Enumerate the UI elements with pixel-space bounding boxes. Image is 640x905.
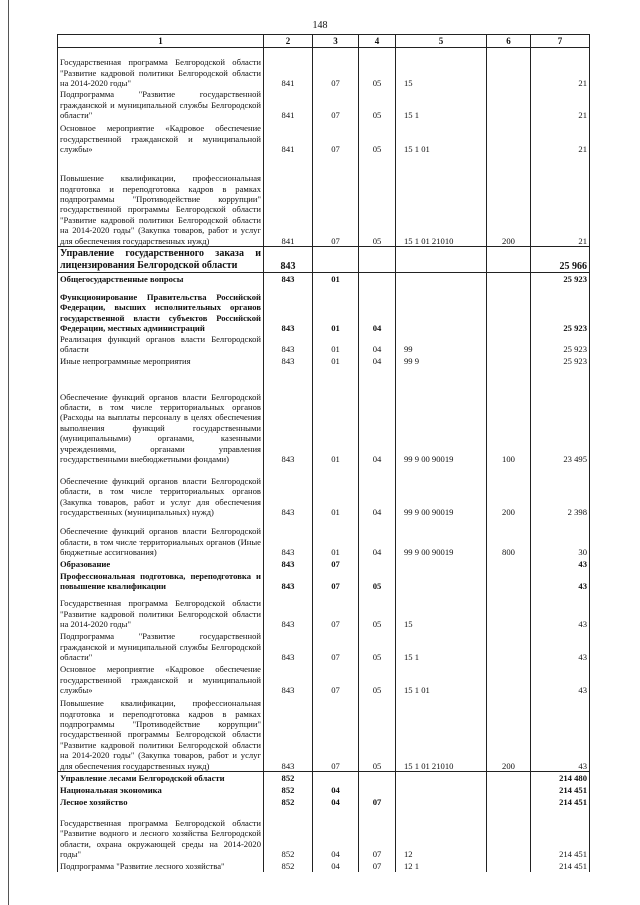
cell-c6: 100 <box>487 367 531 465</box>
table-row <box>58 155 590 247</box>
cell-c6 <box>487 860 531 872</box>
cell-c6 <box>487 247 531 273</box>
cell-c4: 05 <box>359 89 396 121</box>
cell-c5: 99 9 00 90019 <box>396 465 487 518</box>
cell-c6 <box>487 592 531 630</box>
cell-c5 <box>396 285 487 334</box>
cell-c3: 04 <box>313 860 359 872</box>
cell-c3: 07 <box>313 696 359 772</box>
table-row <box>58 121 590 155</box>
cell-c4 <box>359 558 396 570</box>
table-row <box>58 630 590 663</box>
cell-c4: 04 <box>359 334 396 355</box>
cell-c5: 99 9 00 90019 <box>396 367 487 465</box>
row-description: Государственная программа Белгородской области "Развитие кадровой политики Белгородской области на 2014-2020 годы" <box>58 592 264 630</box>
row-description: Подпрограмма "Развитие государственной гражданской и муниципальной службы Белгородской области" <box>58 89 264 121</box>
row-description: Общегосударственные вопросы <box>58 273 264 285</box>
cell-c4: 05 <box>359 48 396 89</box>
cell-c7: 214 451 <box>531 784 590 796</box>
cell-c6 <box>487 355 531 367</box>
table-row <box>58 772 590 784</box>
row-description: Национальная экономика <box>58 784 264 796</box>
row-description: Функционирование Правительства Российской Федерации, высших исполнительных органов государственной власти субъектов Российской Федерации, местных администраций <box>58 285 264 334</box>
cell-c6 <box>487 570 531 592</box>
cell-c2: 852 <box>264 784 313 796</box>
cell-c2: 841 <box>264 89 313 121</box>
cell-c6 <box>487 121 531 155</box>
cell-c7: 25 923 <box>531 273 590 285</box>
table-row <box>58 808 590 860</box>
cell-c3: 07 <box>313 663 359 696</box>
cell-c2: 843 <box>264 465 313 518</box>
header-col-4: 4 <box>359 35 396 48</box>
cell-c3: 04 <box>313 784 359 796</box>
table-row <box>58 334 590 355</box>
cell-c4: 05 <box>359 155 396 247</box>
cell-c5: 99 9 00 90019 <box>396 518 487 558</box>
cell-c7: 214 480 <box>531 772 590 784</box>
cell-c6 <box>487 285 531 334</box>
cell-c2: 843 <box>264 518 313 558</box>
table-row <box>58 558 590 570</box>
table-row <box>58 355 590 367</box>
cell-c5 <box>396 247 487 273</box>
row-description: Обеспечение функций органов власти Белгородской области, в том числе территориальных органов (Иные бюджетные ассигнования) <box>58 518 264 558</box>
cell-c7: 25 923 <box>531 355 590 367</box>
cell-c6 <box>487 772 531 784</box>
cell-c7: 21 <box>531 48 590 89</box>
table-row <box>58 592 590 630</box>
cell-c7: 214 451 <box>531 808 590 860</box>
cell-c4: 04 <box>359 355 396 367</box>
cell-c5 <box>396 772 487 784</box>
cell-c4 <box>359 273 396 285</box>
cell-c2: 843 <box>264 592 313 630</box>
table-row <box>58 570 590 592</box>
cell-c4 <box>359 772 396 784</box>
row-description: Подпрограмма "Развитие государственной гражданской и муниципальной службы Белгородской области" <box>58 630 264 663</box>
cell-c7: 214 451 <box>531 860 590 872</box>
cell-c6: 200 <box>487 465 531 518</box>
cell-c3: 01 <box>313 334 359 355</box>
cell-c3: 07 <box>313 630 359 663</box>
cell-c2: 843 <box>264 285 313 334</box>
table-row <box>58 247 590 273</box>
cell-c3: 07 <box>313 558 359 570</box>
cell-c3: 01 <box>313 518 359 558</box>
header-col-1: 1 <box>58 35 264 48</box>
cell-c2: 843 <box>264 247 313 273</box>
cell-c6 <box>487 663 531 696</box>
table-row <box>58 784 590 796</box>
cell-c7: 25 966 <box>531 247 590 273</box>
cell-c7: 43 <box>531 558 590 570</box>
cell-c2: 843 <box>264 570 313 592</box>
cell-c4: 05 <box>359 696 396 772</box>
row-description: Управление лесами Белгородской области <box>58 772 264 784</box>
cell-c6: 200 <box>487 696 531 772</box>
cell-c5: 15 1 01 <box>396 663 487 696</box>
cell-c4: 04 <box>359 367 396 465</box>
cell-c2: 843 <box>264 630 313 663</box>
cell-c5: 15 1 01 21010 <box>396 155 487 247</box>
page-margin-line <box>8 0 9 905</box>
row-description: Профессиональная подготовка, переподготовка и повышение квалификации <box>58 570 264 592</box>
cell-c4: 05 <box>359 630 396 663</box>
cell-c6: 800 <box>487 518 531 558</box>
row-description: Основное мероприятие «Кадровое обеспечение государственной гражданской и муниципальной службы» <box>58 663 264 696</box>
table-row <box>58 465 590 518</box>
cell-c4: 05 <box>359 570 396 592</box>
cell-c3: 07 <box>313 592 359 630</box>
header-col-7: 7 <box>531 35 590 48</box>
budget-table <box>57 34 590 872</box>
cell-c6 <box>487 273 531 285</box>
cell-c3 <box>313 772 359 784</box>
page-number: 148 <box>312 20 328 31</box>
cell-c4 <box>359 247 396 273</box>
cell-c5: 99 9 <box>396 355 487 367</box>
cell-c5: 12 1 <box>396 860 487 872</box>
cell-c5: 15 <box>396 592 487 630</box>
cell-c4: 07 <box>359 808 396 860</box>
cell-c4 <box>359 784 396 796</box>
cell-c4: 04 <box>359 285 396 334</box>
cell-c5 <box>396 570 487 592</box>
cell-c7: 214 451 <box>531 796 590 808</box>
table-row <box>58 696 590 772</box>
cell-c5: 15 1 01 21010 <box>396 696 487 772</box>
cell-c2: 843 <box>264 355 313 367</box>
cell-c7: 21 <box>531 121 590 155</box>
cell-c3: 01 <box>313 355 359 367</box>
cell-c2: 843 <box>264 367 313 465</box>
cell-c3: 07 <box>313 89 359 121</box>
cell-c7: 43 <box>531 630 590 663</box>
cell-c7: 43 <box>531 570 590 592</box>
row-description: Иные непрограммные мероприятия <box>58 355 264 367</box>
row-description: Лесное хозяйство <box>58 796 264 808</box>
cell-c3: 07 <box>313 570 359 592</box>
table-row <box>58 860 590 872</box>
cell-c7: 25 923 <box>531 334 590 355</box>
table-row <box>58 273 590 285</box>
cell-c4: 04 <box>359 518 396 558</box>
cell-c5: 15 <box>396 48 487 89</box>
row-description: Основное мероприятие «Кадровое обеспечение государственной гражданской и муниципальной службы» <box>58 121 264 155</box>
cell-c6 <box>487 630 531 663</box>
cell-c2: 843 <box>264 663 313 696</box>
table-row <box>58 48 590 89</box>
cell-c6 <box>487 48 531 89</box>
row-description: Подпрограмма "Развитие лесного хозяйства" <box>58 860 264 872</box>
cell-c4: 05 <box>359 663 396 696</box>
row-description: Обеспечение функций органов власти Белгородской области, в том числе территориальных органов (Закупка товаров, работ и услуг для обеспечения государственных (муниципальных) нужд) <box>58 465 264 518</box>
cell-c3 <box>313 247 359 273</box>
cell-c3: 04 <box>313 808 359 860</box>
cell-c7: 43 <box>531 696 590 772</box>
cell-c2: 843 <box>264 558 313 570</box>
header-row <box>58 35 590 48</box>
row-description: Управление государственного заказа и лицензирования Белгородской области <box>58 247 264 273</box>
cell-c7: 30 <box>531 518 590 558</box>
cell-c5: 15 1 <box>396 630 487 663</box>
cell-c2: 852 <box>264 772 313 784</box>
header-col-2: 2 <box>264 35 313 48</box>
header-col-3: 3 <box>313 35 359 48</box>
cell-c3: 07 <box>313 121 359 155</box>
header-col-5: 5 <box>396 35 487 48</box>
cell-c3: 01 <box>313 285 359 334</box>
cell-c7: 21 <box>531 155 590 247</box>
row-description: Реализация функций органов власти Белгородской области <box>58 334 264 355</box>
cell-c5: 15 1 01 <box>396 121 487 155</box>
table-row <box>58 367 590 465</box>
cell-c3: 01 <box>313 273 359 285</box>
cell-c2: 841 <box>264 48 313 89</box>
cell-c6 <box>487 89 531 121</box>
table-row <box>58 796 590 808</box>
row-description: Повышение квалификации, профессиональная подготовка и переподготовка кадров в рамках подпрограммы "Противодействие коррупции" государственной программы Белгородской области "Развитие кадровой политики Белгородской области на 2014-2020 годы" (Закупка товаров, работ и услуг для обеспечения государственных нужд) <box>58 696 264 772</box>
cell-c6: 200 <box>487 155 531 247</box>
cell-c7: 2 398 <box>531 465 590 518</box>
cell-c4: 05 <box>359 592 396 630</box>
cell-c4: 07 <box>359 796 396 808</box>
cell-c2: 843 <box>264 696 313 772</box>
cell-c2: 841 <box>264 155 313 247</box>
row-description: Образование <box>58 558 264 570</box>
cell-c3: 07 <box>313 48 359 89</box>
cell-c5: 15 1 <box>396 89 487 121</box>
cell-c6 <box>487 808 531 860</box>
row-description: Повышение квалификации, профессиональная подготовка и переподготовка кадров в рамках подпрограммы "Противодействие коррупции" государственной программы Белгородской области "Развитие кадровой политики Белгородской области на 2014-2020 годы" (Закупка товаров, работ и услуг для обеспечения государственных нужд) <box>58 155 264 247</box>
cell-c5 <box>396 558 487 570</box>
row-description: Государственная программа Белгородской области "Развитие кадровой политики Белгородской области на 2014-2020 годы" <box>58 48 264 89</box>
cell-c7: 43 <box>531 663 590 696</box>
cell-c3: 07 <box>313 155 359 247</box>
header-col-6: 6 <box>487 35 531 48</box>
cell-c7: 23 495 <box>531 367 590 465</box>
cell-c5: 99 <box>396 334 487 355</box>
table-row <box>58 285 590 334</box>
cell-c7: 43 <box>531 592 590 630</box>
table-row <box>58 89 590 121</box>
table-body <box>58 48 590 872</box>
cell-c7: 25 923 <box>531 285 590 334</box>
cell-c6 <box>487 784 531 796</box>
table-row <box>58 663 590 696</box>
cell-c3: 01 <box>313 367 359 465</box>
row-description: Государственная программа Белгородской области "Развитие водного и лесного хозяйства Белгородской области, охрана окружающей среды на 2014-2020 годы" <box>58 808 264 860</box>
cell-c7: 21 <box>531 89 590 121</box>
cell-c2: 852 <box>264 796 313 808</box>
cell-c5: 12 <box>396 808 487 860</box>
cell-c3: 04 <box>313 796 359 808</box>
cell-c4: 05 <box>359 121 396 155</box>
cell-c4: 07 <box>359 860 396 872</box>
cell-c5 <box>396 273 487 285</box>
cell-c6 <box>487 334 531 355</box>
cell-c5 <box>396 784 487 796</box>
cell-c2: 843 <box>264 273 313 285</box>
cell-c6 <box>487 558 531 570</box>
cell-c2: 841 <box>264 121 313 155</box>
cell-c2: 843 <box>264 334 313 355</box>
table-row <box>58 518 590 558</box>
cell-c2: 852 <box>264 860 313 872</box>
cell-c5 <box>396 796 487 808</box>
row-description: Обеспечение функций органов власти Белгородской области, в том числе территориальных органов (Расходы на выплаты персоналу в целях обеспечения выполнения функций государственными (муниципальными) органами, казенными учреждениями, органами управления государственными внебюджетными фондами) <box>58 367 264 465</box>
cell-c3: 01 <box>313 465 359 518</box>
cell-c4: 04 <box>359 465 396 518</box>
cell-c6 <box>487 796 531 808</box>
cell-c2: 852 <box>264 808 313 860</box>
